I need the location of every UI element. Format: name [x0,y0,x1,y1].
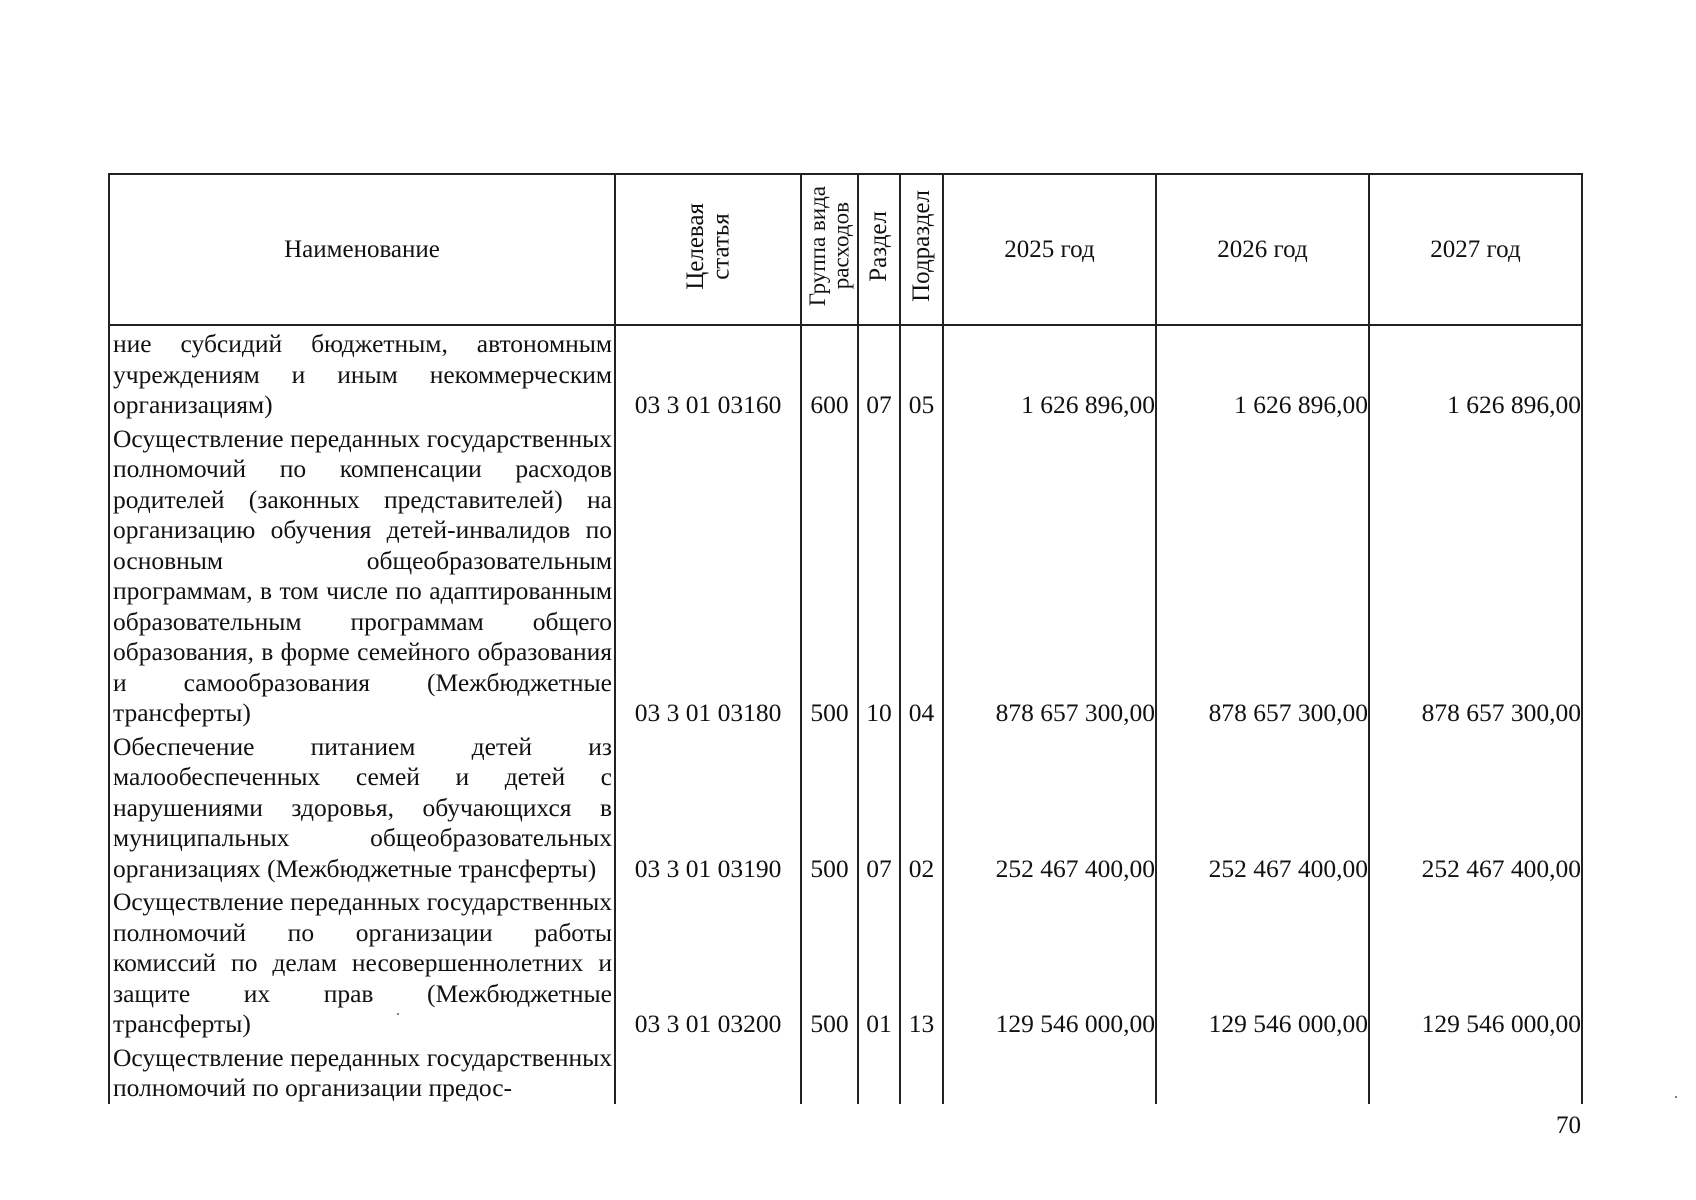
row-expense-group: 500 [801,421,858,729]
row-target-code: 03 3 01 03190 [615,729,801,885]
row-amount-2027: 878 657 300,00 [1369,421,1582,729]
row-name [109,729,615,885]
budget-table-wrapper [108,173,1583,1104]
header-target-line-2: статья [707,212,734,280]
table-row [109,325,1582,421]
row-name [109,1040,615,1104]
row-section: 01 [858,884,900,1040]
table-row [109,1040,1582,1104]
row-amount-2026: 252 467 400,00 [1156,729,1369,885]
row-amount-2027: 1 626 896,00 [1369,325,1582,421]
row-subsection: 05 [900,325,943,421]
header-section-label: Раздел [865,210,893,282]
row-amount-2026: 129 546 000,00 [1156,884,1369,1040]
header-subsection [900,174,943,325]
row-amount-2025: 129 546 000,00 [943,884,1156,1040]
row-amount-2026: 1 626 896,00 [1156,325,1369,421]
header-group-line-2: расходов [828,202,854,290]
row-name-text: Осуществление переданных государственных полномочий по организации работы комиссий по делам несовершеннолетних и защите их прав (Межбюджетные трансферты) [113,887,612,1038]
header-2027-label: 2027 год [1430,235,1521,263]
header-2026 [1156,174,1369,325]
header-subsection-label: Подраздел [907,190,935,302]
table-row [109,884,1582,1040]
row-amount-2027: 129 546 000,00 [1369,884,1582,1040]
row-name-text: Осуществление переданных государственных полномочий по компенсации расходов родителей (законных представителей) на организацию обучения детей-инвалидов по основным общеобразовательным программам, в том числе по адаптированным образовательным программам общего образования, в форме семейного образования и самообразования (Межбюджетные трансферты) [113,423,612,727]
header-target-article-label [683,203,734,290]
row-amount-2025 [943,1040,1156,1104]
row-name-text: Обеспечение питанием детей из малообеспеченных семей и детей с нарушениями здоровья, обучающихся в муниципальных общеобразовательных организациях (Межбюджетные трансферты) [113,731,612,883]
header-2025-label: 2025 год [1004,235,1095,263]
header-target-line-1: Целевая [681,202,709,290]
scan-speck [397,1013,399,1015]
row-target-code: 03 3 01 03200 [615,884,801,1040]
row-target-code [615,1040,801,1104]
row-section: 07 [858,729,900,885]
header-group-line-1: Группа вида [805,185,831,307]
table-header-row [109,174,1582,325]
row-amount-2025: 252 467 400,00 [943,729,1156,885]
row-name [109,325,615,421]
table-row [109,729,1582,885]
row-subsection: 02 [900,729,943,885]
row-subsection: 13 [900,884,943,1040]
row-amount-2025: 878 657 300,00 [943,421,1156,729]
row-amount-2027: 252 467 400,00 [1369,729,1582,885]
row-section [858,1040,900,1104]
header-2025 [943,174,1156,325]
row-name-text: Осуществление переданных государственных полномочий по организации предос- [113,1042,612,1102]
row-section: 10 [858,421,900,729]
scan-speck [1675,1096,1677,1098]
header-name [109,174,615,325]
header-expense-group [801,174,858,325]
row-subsection [900,1040,943,1104]
page-number: 70 [1556,1112,1581,1139]
row-subsection: 04 [900,421,943,729]
header-2026-label: 2026 год [1217,235,1308,263]
header-name-label: Наименование [284,235,440,263]
header-section [858,174,900,325]
header-expense-group-label [806,186,853,306]
budget-table [108,173,1583,1104]
header-2027 [1369,174,1582,325]
row-name [109,421,615,729]
row-amount-2025: 1 626 896,00 [943,325,1156,421]
row-expense-group: 600 [801,325,858,421]
row-amount-2027 [1369,1040,1582,1104]
row-name [109,884,615,1040]
row-name-text: ние субсидий бюджетным, автономным учреждениям и иным некоммерческим организациям) [113,329,612,419]
row-amount-2026: 878 657 300,00 [1156,421,1369,729]
row-expense-group: 500 [801,729,858,885]
row-expense-group [801,1040,858,1104]
row-amount-2026 [1156,1040,1369,1104]
table-row [109,421,1582,729]
row-section: 07 [858,325,900,421]
header-target-article [615,174,801,325]
row-expense-group: 500 [801,884,858,1040]
row-target-code: 03 3 01 03180 [615,421,801,729]
row-target-code: 03 3 01 03160 [615,325,801,421]
